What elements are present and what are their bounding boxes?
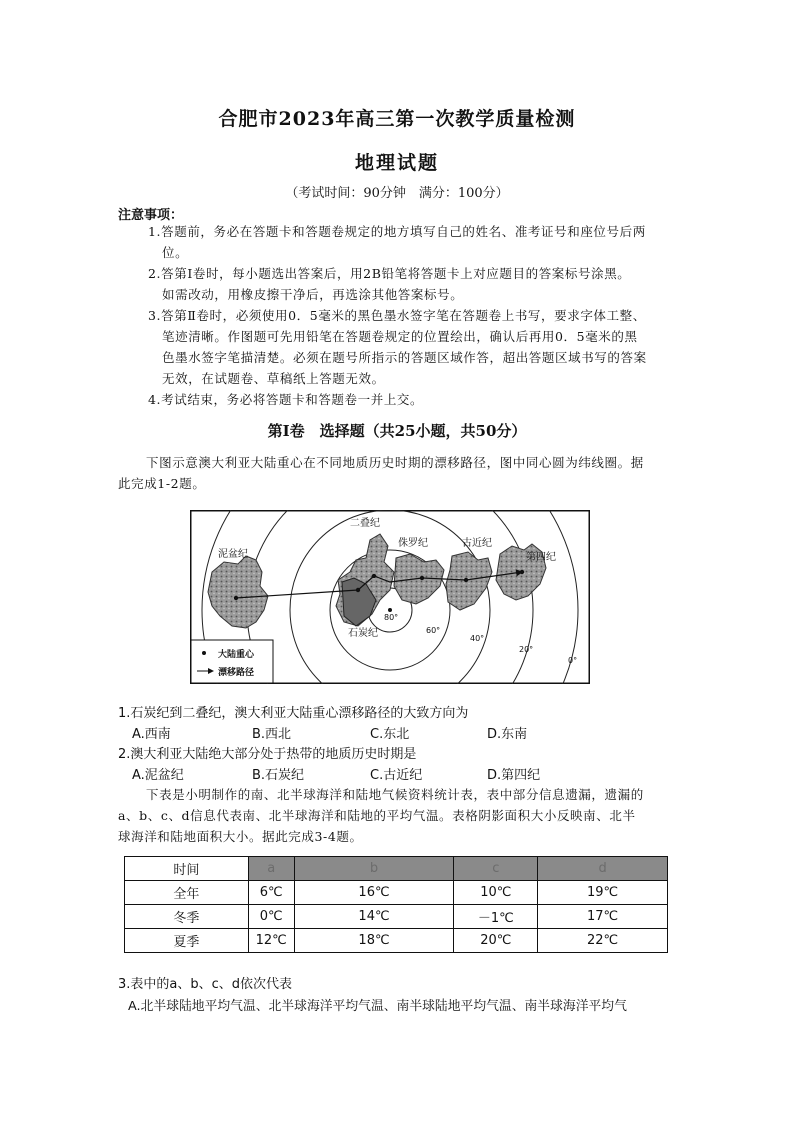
row-label: 冬季 [125,905,249,929]
notice-line: 无效，在试题卷、草稿纸上答题无效。 [162,371,385,386]
label-quaternary: 第四纪 [526,552,556,563]
exam-info: （考试时间：90分钟 满分：100分） [285,186,509,201]
section-title: 第Ⅰ卷 选择题（共25小题，共50分） [267,422,527,440]
table-cell: 12℃ [248,929,294,953]
table-cell: 19℃ [538,881,668,905]
q1-option-c: C.东北 [370,727,410,742]
intro-line: 球海洋和陆地面积大小。据此完成3-4题。 [118,829,363,844]
row-label: 全年 [125,881,249,905]
q1-option-a: A.西南 [132,727,171,742]
center-point [464,578,468,582]
question-2: 2.澳大利亚大陆绝大部分处于热带的地质历史时期是 [118,747,417,762]
center-point [356,588,360,592]
lat-label-20: 20° [519,645,534,654]
subject-title: 地理试题 [354,152,439,174]
notice-line: 如需改动，用橡皮擦干净后，再选涂其他答案标号。 [162,287,464,302]
q2-option-c: C.古近纪 [370,768,423,783]
question-intro-1 [118,452,678,494]
intro-line: 下图示意澳大利亚大陆重心在不同地质历史时期的漂移路径，图中同心圆为纬线圈。据 [146,455,644,470]
notice-line: 笔迹清晰。作图题可先用铅笔在答题卷规定的位置绘出，确认后再用0．5毫米的黑 [162,329,638,344]
table-header: a [248,857,294,881]
question-3: 3.表中的a、b、c、d依次代表 [118,977,293,992]
climate-table [124,856,668,953]
legend-path-label: 漂移路径 [218,668,255,678]
legend [191,640,273,683]
drift-map [190,510,590,684]
lat-label-60: 60° [426,626,441,635]
legend-center-icon [202,651,206,655]
table-row [125,905,668,929]
table-row [125,881,668,905]
notice-item-1 [148,221,647,410]
notice-line: 位。 [162,245,189,260]
q2-option-a: A.泥盆纪 [132,768,184,783]
notice-heading: 注意事项： [118,208,184,223]
intro-line: a、b、c、d信息代表南、北半球海洋和陆地的平均气温。表格阴影面积大小反映南、北半 [118,808,636,823]
table-cell: －1℃ [454,905,538,929]
notice-line: 色墨水签字笔描清楚。必须在题号所指示的答题区域作答，超出答题区域书写的答案 [162,350,647,365]
notice-line: 3.答第Ⅱ卷时，必须使用0．5毫米的黑色墨水签字笔在答题卷上书写，要求字体工整、 [148,308,646,323]
table-cell: 0℃ [248,905,294,929]
table-cell: 22℃ [538,929,668,953]
q3-option-a: A.北半球陆地平均气温、北半球海洋平均气温、南半球陆地平均气温、南半球海洋平均气 [128,999,627,1014]
table-cell: 20℃ [454,929,538,953]
legend-center-label: 大陆重心 [218,650,255,660]
lat-label-0: 0° [568,656,578,665]
table-cell: 18℃ [294,929,454,953]
row-label: 夏季 [125,929,249,953]
table-header: 时间 [125,857,249,881]
q1-option-b: B.西北 [252,727,292,742]
table-cell: 16℃ [294,881,454,905]
table-cell: 6℃ [248,881,294,905]
question-intro-2 [118,784,688,847]
notice-line: 1.答题前，务必在答题卡和答题卷规定的地方填写自己的姓名、准考证号和座位号后两 [148,224,646,239]
table-header-row [125,857,668,881]
q2-option-d: D.第四纪 [487,768,541,783]
label-permian: 二叠纪 [350,518,380,529]
table-cell: 14℃ [294,905,454,929]
lat-label-80: 80° [384,613,399,622]
page-title: 合肥市2023年高三第一次教学质量检测 [218,108,576,130]
notice-line: 4.考试结束，务必将答题卡和答题卷一并上交。 [148,392,424,407]
q2-option-b: B.石炭纪 [252,768,305,783]
table-header: c [454,857,538,881]
table-header: b [294,857,454,881]
pole-point [388,608,392,612]
table-row [125,929,668,953]
label-devonian: 泥盆纪 [218,549,248,560]
center-point [520,570,524,574]
table-header: d [538,857,668,881]
table-cell: 17℃ [538,905,668,929]
question-1: 1.石炭纪到二叠纪，澳大利亚大陆重心漂移路径的大致方向为 [118,706,469,721]
center-point [372,574,376,578]
notice-line: 2.答第Ⅰ卷时，每小题选出答案后，用2B铅笔将答题卡上对应题目的答案标号涂黑。 [148,266,631,281]
drift-map-figure [190,510,590,688]
label-paleogene: 古近纪 [462,538,492,549]
label-jurassic: 侏罗纪 [398,538,428,549]
label-carboniferous: 石炭纪 [348,628,378,639]
center-point [420,576,424,580]
center-point [234,596,238,600]
lat-label-40: 40° [470,634,485,643]
q1-option-d: D.东南 [487,727,528,742]
intro-line: 此完成1-2题。 [118,476,206,491]
table-cell: 10℃ [454,881,538,905]
intro-line: 下表是小明制作的南、北半球海洋和陆地气候资料统计表，表中部分信息遗漏，遗漏的 [146,787,644,802]
